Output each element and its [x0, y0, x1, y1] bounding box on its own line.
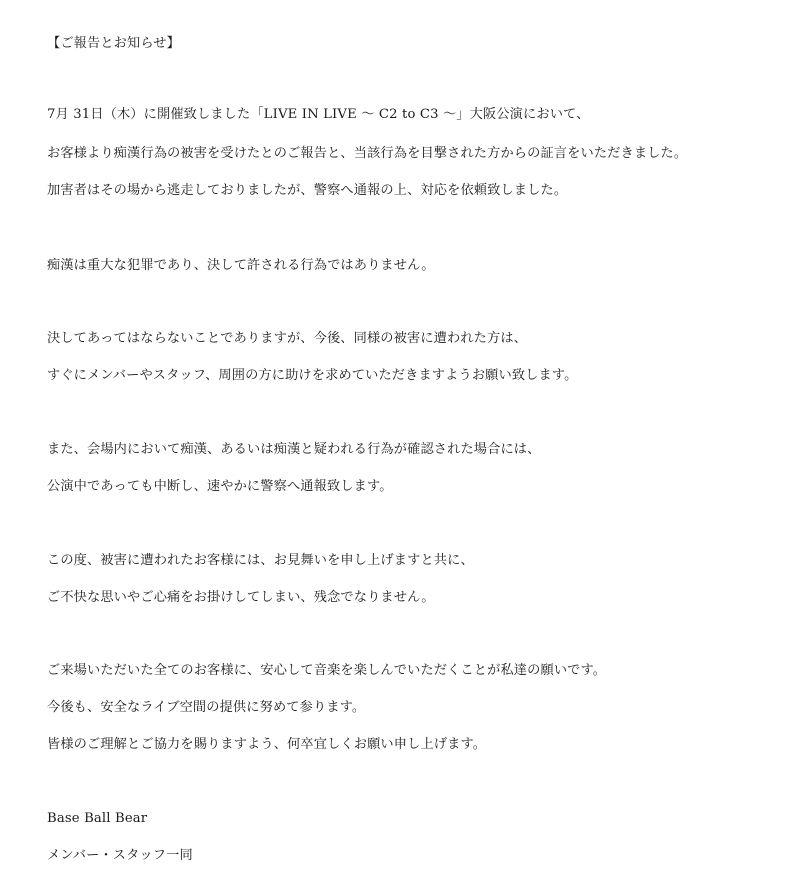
- paragraph-5-line-1: この度、被害に遭われたお客様には、お見舞いを申し上げますと共に、: [47, 553, 474, 568]
- paragraph-1-line-3: 加害者はその場から逃走しておりましたが、警察へ通報の上、対応を依頼致しました。: [47, 183, 568, 198]
- paragraph-4-line-2: 公演中であっても中断し、速やかに警察へ通報致します。: [47, 479, 393, 494]
- paragraph-6-line-2: 今後も、安全なライブ空間の提供に努めて参ります。: [47, 700, 366, 715]
- signature-band-name: Base Ball Bear: [47, 811, 148, 826]
- paragraph-1-line-2: お客様より痴漢行為の被害を受けたとのご報告と、当該行為を目撃された方からの証言をいただきました。: [47, 146, 688, 161]
- paragraph-6-line-3: 皆様のご理解とご協力を賜りますよう、何卒宜しくお願い申し上げます。: [47, 737, 487, 752]
- paragraph-6-line-1: ご来場いただいた全てのお客様に、安心して音楽を楽しんでいただくことが私達の願いです。: [47, 663, 607, 678]
- paragraph-3-line-1: 決してあってはならないことでありますが、今後、同様の被害に遭われた方は、: [47, 331, 528, 346]
- paragraph-5-line-2: ご不快な思いやご心痛をお掛けしてしまい、残念でなりません。: [47, 590, 435, 605]
- paragraph-4-line-1: また、会場内において痴漢、あるいは痴漢と疑われる行為が確認された場合には、: [47, 442, 541, 457]
- paragraph-1-line-1: 7月 31日（木）に開催致しました「LIVE IN LIVE ～ C2 to C3 ～」大阪公演において、: [47, 107, 590, 122]
- paragraph-2-line-1: 痴漢は重大な犯罪であり、決して許される行為ではありません。: [47, 258, 435, 273]
- document-title: 【ご報告とお知らせ】: [47, 36, 180, 51]
- paragraph-3-line-2: すぐにメンバーやスタッフ、周囲の方に助けを求めていただきますようお願い致します。: [47, 368, 578, 383]
- signature-members: メンバー・スタッフ一同: [47, 848, 193, 863]
